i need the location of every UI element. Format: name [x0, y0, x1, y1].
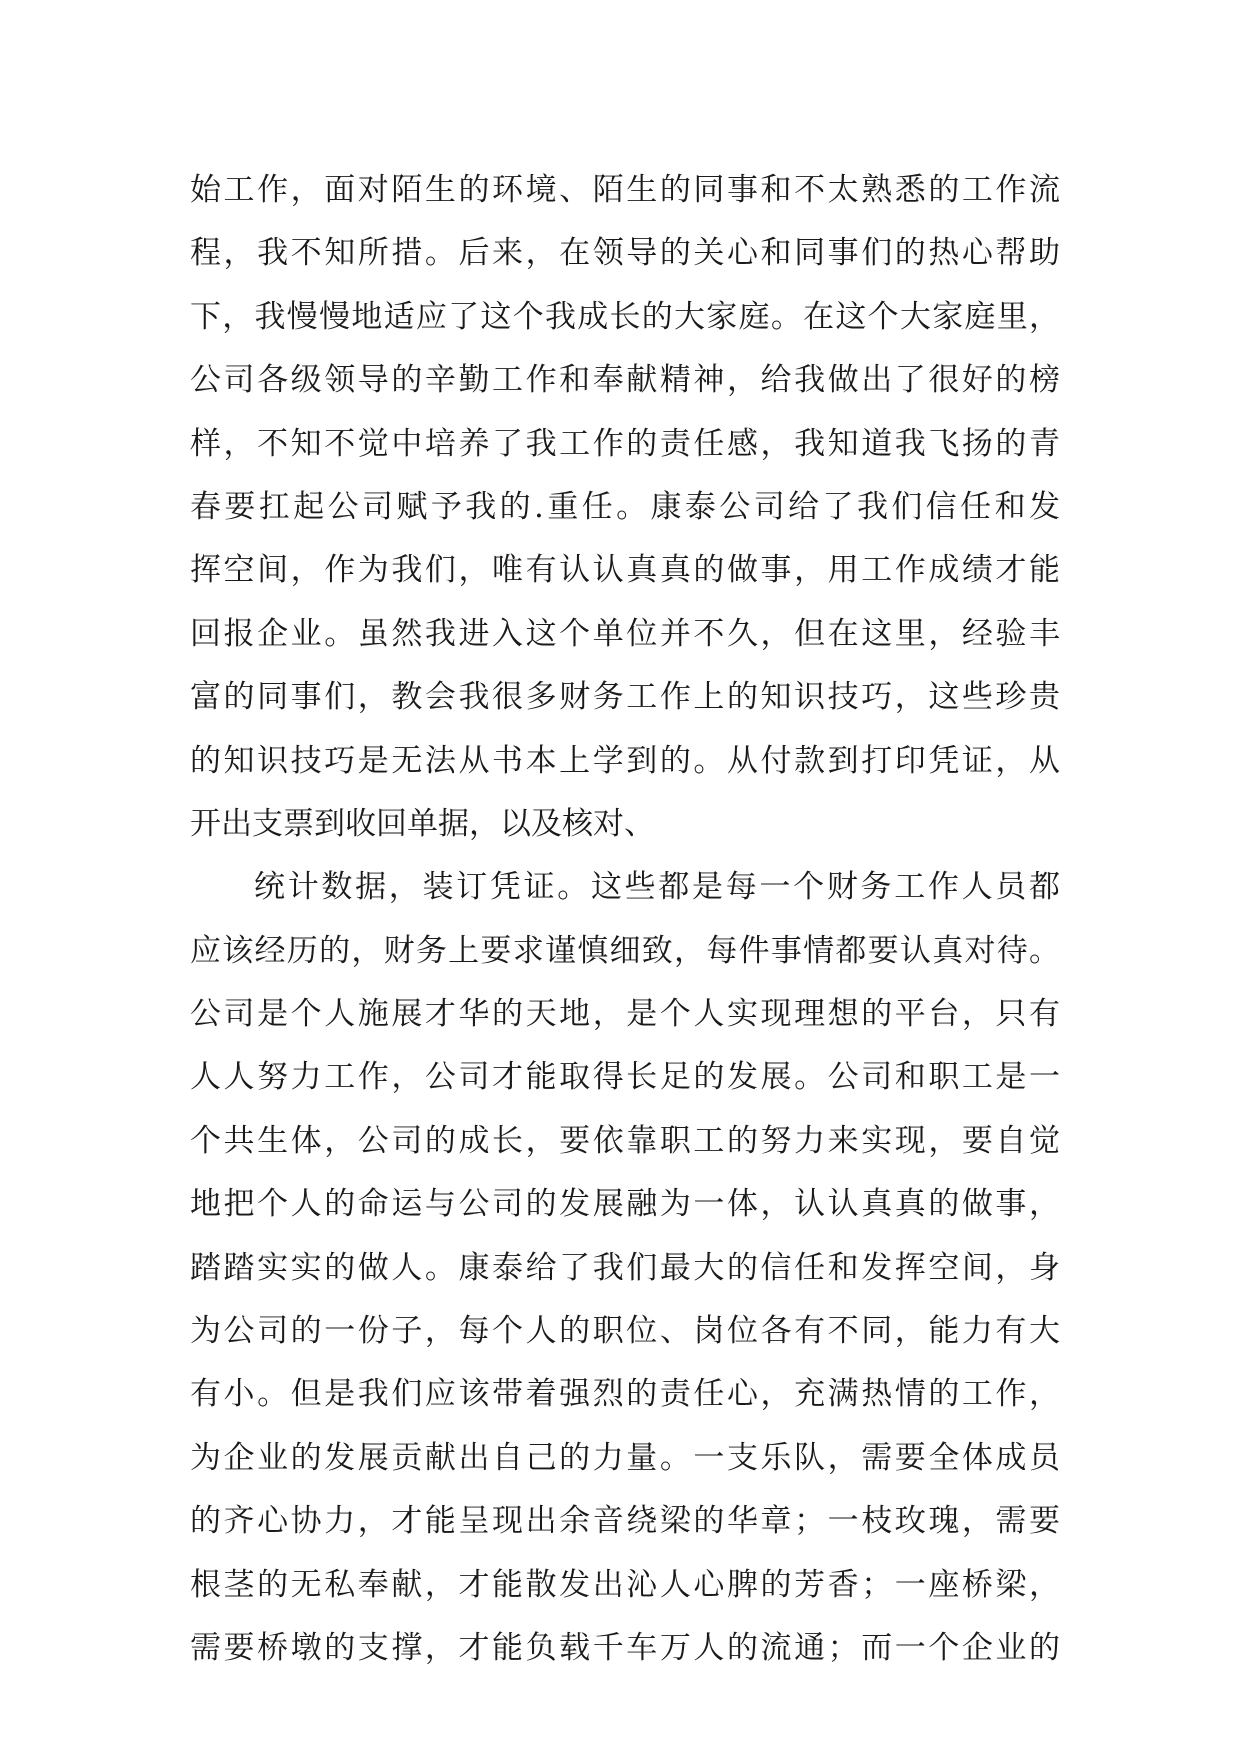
text-line: 为公司的一份子，每个人的职位、岗位各有不同，能力有大 — [190, 1313, 1060, 1350]
text-line: 根茎的无私奉献，才能散发出沁人心脾的芳香；一座桥梁， — [190, 1566, 1060, 1603]
text-line: 的齐心协力，才能呈现出余音绕梁的华章；一枝玫瑰，需要 — [190, 1503, 1060, 1540]
text-line: 为企业的发展贡献出自己的力量。一支乐队，需要全体成员 — [190, 1439, 1060, 1476]
text-line: 回报企业。虽然我进入这个单位并不久，但在这里，经验丰 — [190, 615, 1060, 652]
text-line: 人人努力工作，公司才能取得长足的发展。公司和职工是一 — [190, 1059, 1060, 1096]
text-line: 样，不知不觉中培养了我工作的责任感，我知道我飞扬的青 — [190, 425, 1060, 462]
text-line: 地把个人的命运与公司的发展融为一体，认认真真的做事， — [190, 1186, 1060, 1223]
text-line: 始工作，面对陌生的环境、陌生的同事和不太熟悉的工作流 — [190, 172, 1060, 208]
text-line: 下，我慢慢地适应了这个我成长的大家庭。在这个大家庭里， — [190, 298, 1060, 335]
text-line: 个共生体，公司的成长，要依靠职工的努力来实现，要自觉 — [190, 1122, 1060, 1159]
text-line: 富的同事们，教会我很多财务工作上的知识技巧，这些珍贵 — [190, 679, 1060, 716]
text-line: 挥空间，作为我们，唯有认认真真的做事，用工作成绩才能 — [190, 552, 1060, 589]
body-text — [190, 159, 1060, 1680]
text-line: 程，我不知所措。后来，在领导的关心和同事们的热心帮助 — [190, 235, 1060, 272]
text-line: 需要桥墩的支撑，才能负载千车万人的流通；而一个企业的 — [190, 1629, 1060, 1666]
text-line: 的知识技巧是无法从书本上学到的。从付款到打印凭证，从 — [190, 742, 1060, 779]
text-line: 春要扛起公司赋予我的.重任。康泰公司给了我们信任和发 — [190, 488, 1060, 525]
text-line: 公司各级领导的辛勤工作和奉献精神，给我做出了很好的榜 — [190, 362, 1060, 399]
text-line: 应该经历的，财务上要求谨慎细致，每件事情都要认真对待。 — [190, 932, 1060, 969]
text-line-paragraph-start: 统计数据，装订凭证。这些都是每一个财务工作人员都 — [254, 869, 1060, 906]
text-line: 开出支票到收回单据，以及核对、 — [190, 805, 655, 842]
text-line: 踏踏实实的做人。康泰给了我们最大的信任和发挥空间，身 — [190, 1249, 1060, 1286]
text-line: 有小。但是我们应该带着强烈的责任心，充满热情的工作， — [190, 1376, 1060, 1413]
text-line: 公司是个人施展才华的天地，是个人实现理想的平台，只有 — [190, 996, 1060, 1033]
